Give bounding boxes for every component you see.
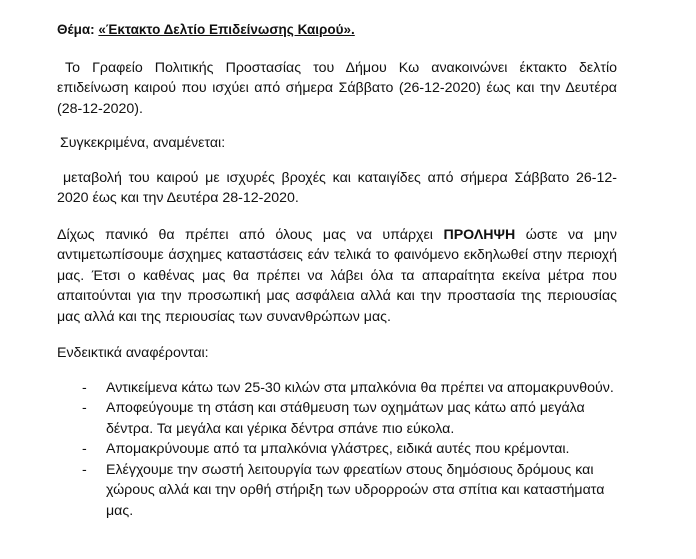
bullet-dash: - — [82, 441, 87, 457]
expected-paragraph: Συγκεκριμένα, αναμένεται: — [60, 135, 226, 151]
document-page — [57, 20, 617, 521]
bullet-dash: - — [82, 379, 87, 396]
bullet-dash: - — [82, 400, 87, 416]
subject-line — [57, 20, 617, 41]
prevention-text-after: ώστε να μην αντιμετωπίσουμε άσχημες καταστάσεις εάν τελικά το φαινόμενο εκδηλωθεί στην περιοχή μας. Έτσι ο καθένας μας θα πρέπει να λάβει όλα τα απαραίτητα εκείνα μέτρα που απαιτούνται για την προσωπική μας ασφάλεια αλλά και την προστασία της περιουσίας μας αλλά και της περιουσίας των συνανθρώπων μας. — [57, 226, 617, 325]
list-item-text: Ελέγχουμε την σωστή λειτουργία των φρεατίων στους δημόσιους δρόμους και χώρους αλλά και την ορθή στήριξη των υδρορροών στα σπίτια και καταστήματα μας. — [106, 461, 605, 519]
indicative-heading: Ενδεικτικά αναφέρονται: — [57, 345, 209, 361]
subject-label: Θέμα — [57, 22, 91, 37]
subject-separator: : — [90, 22, 99, 37]
prevention-emphasis: ΠΡΟΛΗΨΗ — [443, 226, 516, 243]
list-item — [82, 460, 617, 522]
list-item-text: Αντικείμενα κάτω των 25-30 κιλών στα μπαλκόνια θα πρέπει να απομακρυνθούν. — [106, 379, 614, 396]
subject-title — [98, 22, 354, 37]
list-item-text: Απομακρύνουμε από τα μπαλκόνια γλάστρες, ειδικά αυτές που κρέμονται. — [106, 441, 570, 457]
bullet-dash: - — [82, 461, 87, 478]
prevention-paragraph — [57, 225, 617, 328]
list-item — [82, 439, 617, 460]
list-item-text: Αποφεύγουμε τη στάση και στάθμευση των οχημάτων μας κάτω από μεγάλα δέντρα. Τα μεγάλα και γέρικα δέντρα σπάνε πιο εύκολα. — [106, 400, 585, 437]
measures-list — [57, 378, 617, 522]
list-item — [82, 378, 617, 399]
prevention-text-before: Δίχως πανικό θα πρέπει από όλους μας να υπάρχει — [57, 226, 444, 243]
weather-change-text: μεταβολή του καιρού με ισχυρές βροχές και καταιγίδες από σήμερα Σάββατο 26-12-2020 έως και την Δευτέρα 28-12-2020. — [57, 169, 617, 206]
intro-paragraph: Το Γραφείο Πολιτικής Προστασίας του Δήμου Κω ανακοινώνει έκτακτο δελτίο επιδείνωση καιρού που ισχύει από σήμερα Σάββατο (26-12-2020) έως και την Δευτέρα (28-12-2020). — [57, 59, 617, 117]
subject-title-end: . — [351, 22, 355, 37]
weather-change-paragraph — [57, 168, 617, 209]
subject-title-text: «Έκτακτο Δελτίο Επιδείνωσης Καιρού» — [98, 22, 352, 37]
list-item — [82, 398, 617, 439]
